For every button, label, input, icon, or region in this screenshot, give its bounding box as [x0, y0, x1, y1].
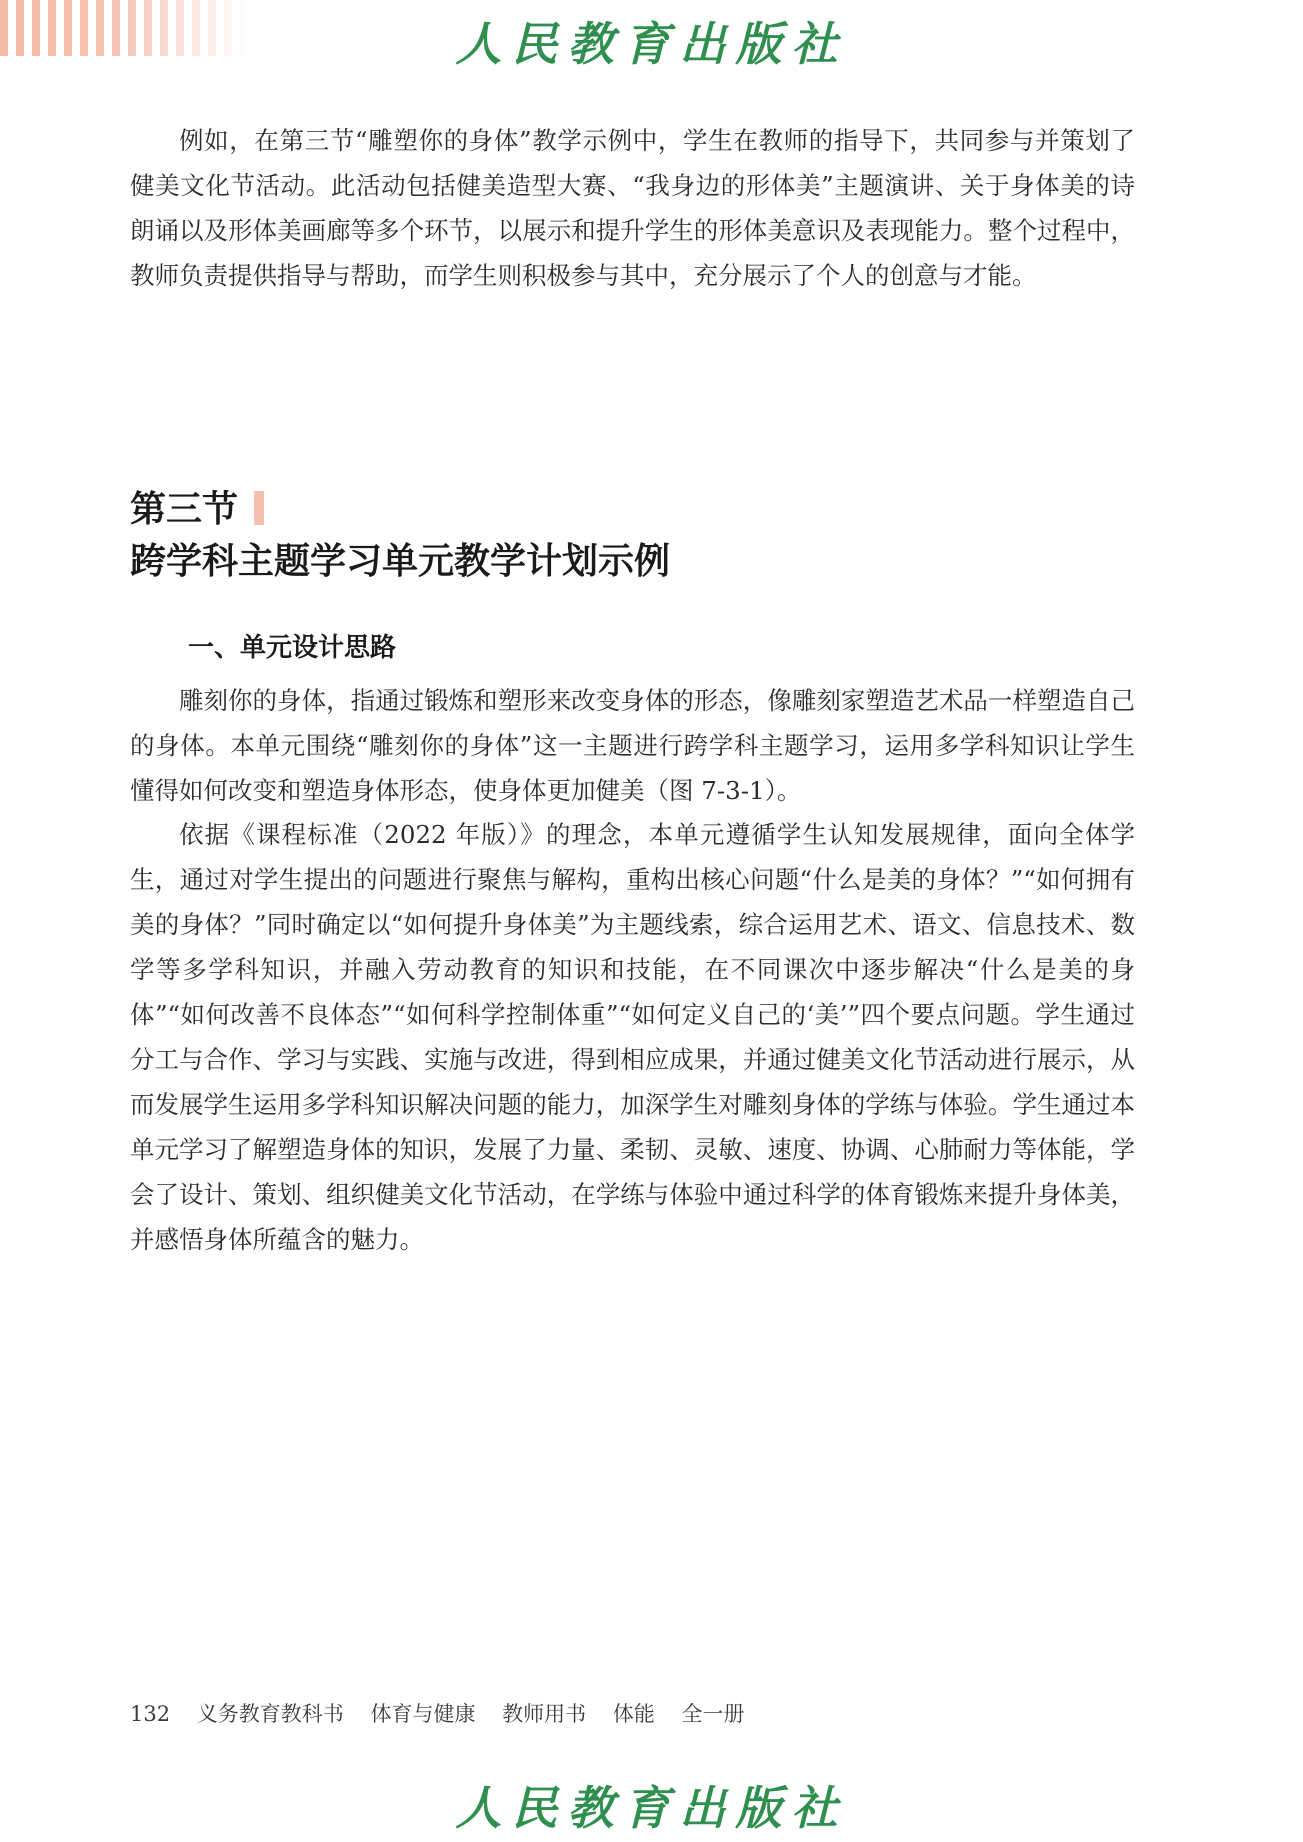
footer-volume: 全一册	[681, 1702, 745, 1726]
footer-subject: 体育与健康	[370, 1702, 476, 1726]
subheading-unit-design: 一、单元设计思路	[188, 633, 397, 663]
example-paragraph: 例如，在第三节“雕塑你的身体”教学示例中，学生在教师的指导下，共同参与并策划了健美文化节活动。此活动包括健美造型大赛、“我身边的形体美”主题演讲、关于身体美的诗朗诵以及形体美画廊等多个环节，以展示和提升学生的形体美意识及表现能力。整个过程中，教师负责提供指导与帮助，而学生则积极参与其中，充分展示了个人的创意与才能。	[130, 126, 1135, 290]
section-accent-bar	[254, 491, 264, 525]
section-title: 跨学科主题学习单元教学计划示例	[130, 541, 671, 582]
design-paragraph-2: 依据《课程标准（2022 年版）》的理念，本单元遵循学生认知发展规律，面向全体学生，通过对学生提出的问题进行聚焦与解构，重构出核心问题“什么是美的身体？”“如何拥有美的身体？”同时确定以“如何提升身体美”为主题线索，综合运用艺术、语文、信息技术、数学等多学科知识，并融入劳动教育的知识和技能，在不同课次中逐步解决“什么是美的身体”“如何改善不良体态”“如何科学控制体重”“如何定义自己的‘美’”四个要点问题。学生通过分工与合作、学习与实践、实施与改进，得到相应成果，并通过健美文化节活动进行展示，从而发展学生运用多学科知识解决问题的能力，加深学生对雕刻身体的学练与体验。学生通过本单元学习了解塑造身体的知识，发展了力量、柔韧、灵敏、速度、协调、心肺耐力等体能，学会了设计、策划、组织健美文化节活动，在学练与体验中通过科学的体育锻炼来提升身体美，并感悟身体所蕴含的魅力。	[130, 820, 1135, 1254]
section-number: 第三节	[130, 489, 239, 530]
design-paragraph-1: 雕刻你的身体，指通过锻炼和塑形来改变身体的形态，像雕刻家塑造艺术品一样塑造自己的身体。本单元围绕“雕刻你的身体”这一主题进行跨学科主题学习，运用多学科知识让学生懂得如何改变和塑造身体形态，使身体更加健美（图 7-3-1）。	[130, 686, 1135, 805]
footer-topic: 体能	[612, 1702, 655, 1726]
publisher-logo-top: 人民教育出版社	[455, 17, 848, 71]
footer-book-type: 教师用书	[502, 1702, 587, 1726]
section-heading	[130, 484, 670, 588]
page-footer	[130, 1698, 765, 1728]
footer-series: 义务教育教科书	[196, 1702, 344, 1726]
page-number: 132	[130, 1702, 171, 1726]
publisher-logo-bottom: 人民教育出版社	[455, 1781, 848, 1835]
